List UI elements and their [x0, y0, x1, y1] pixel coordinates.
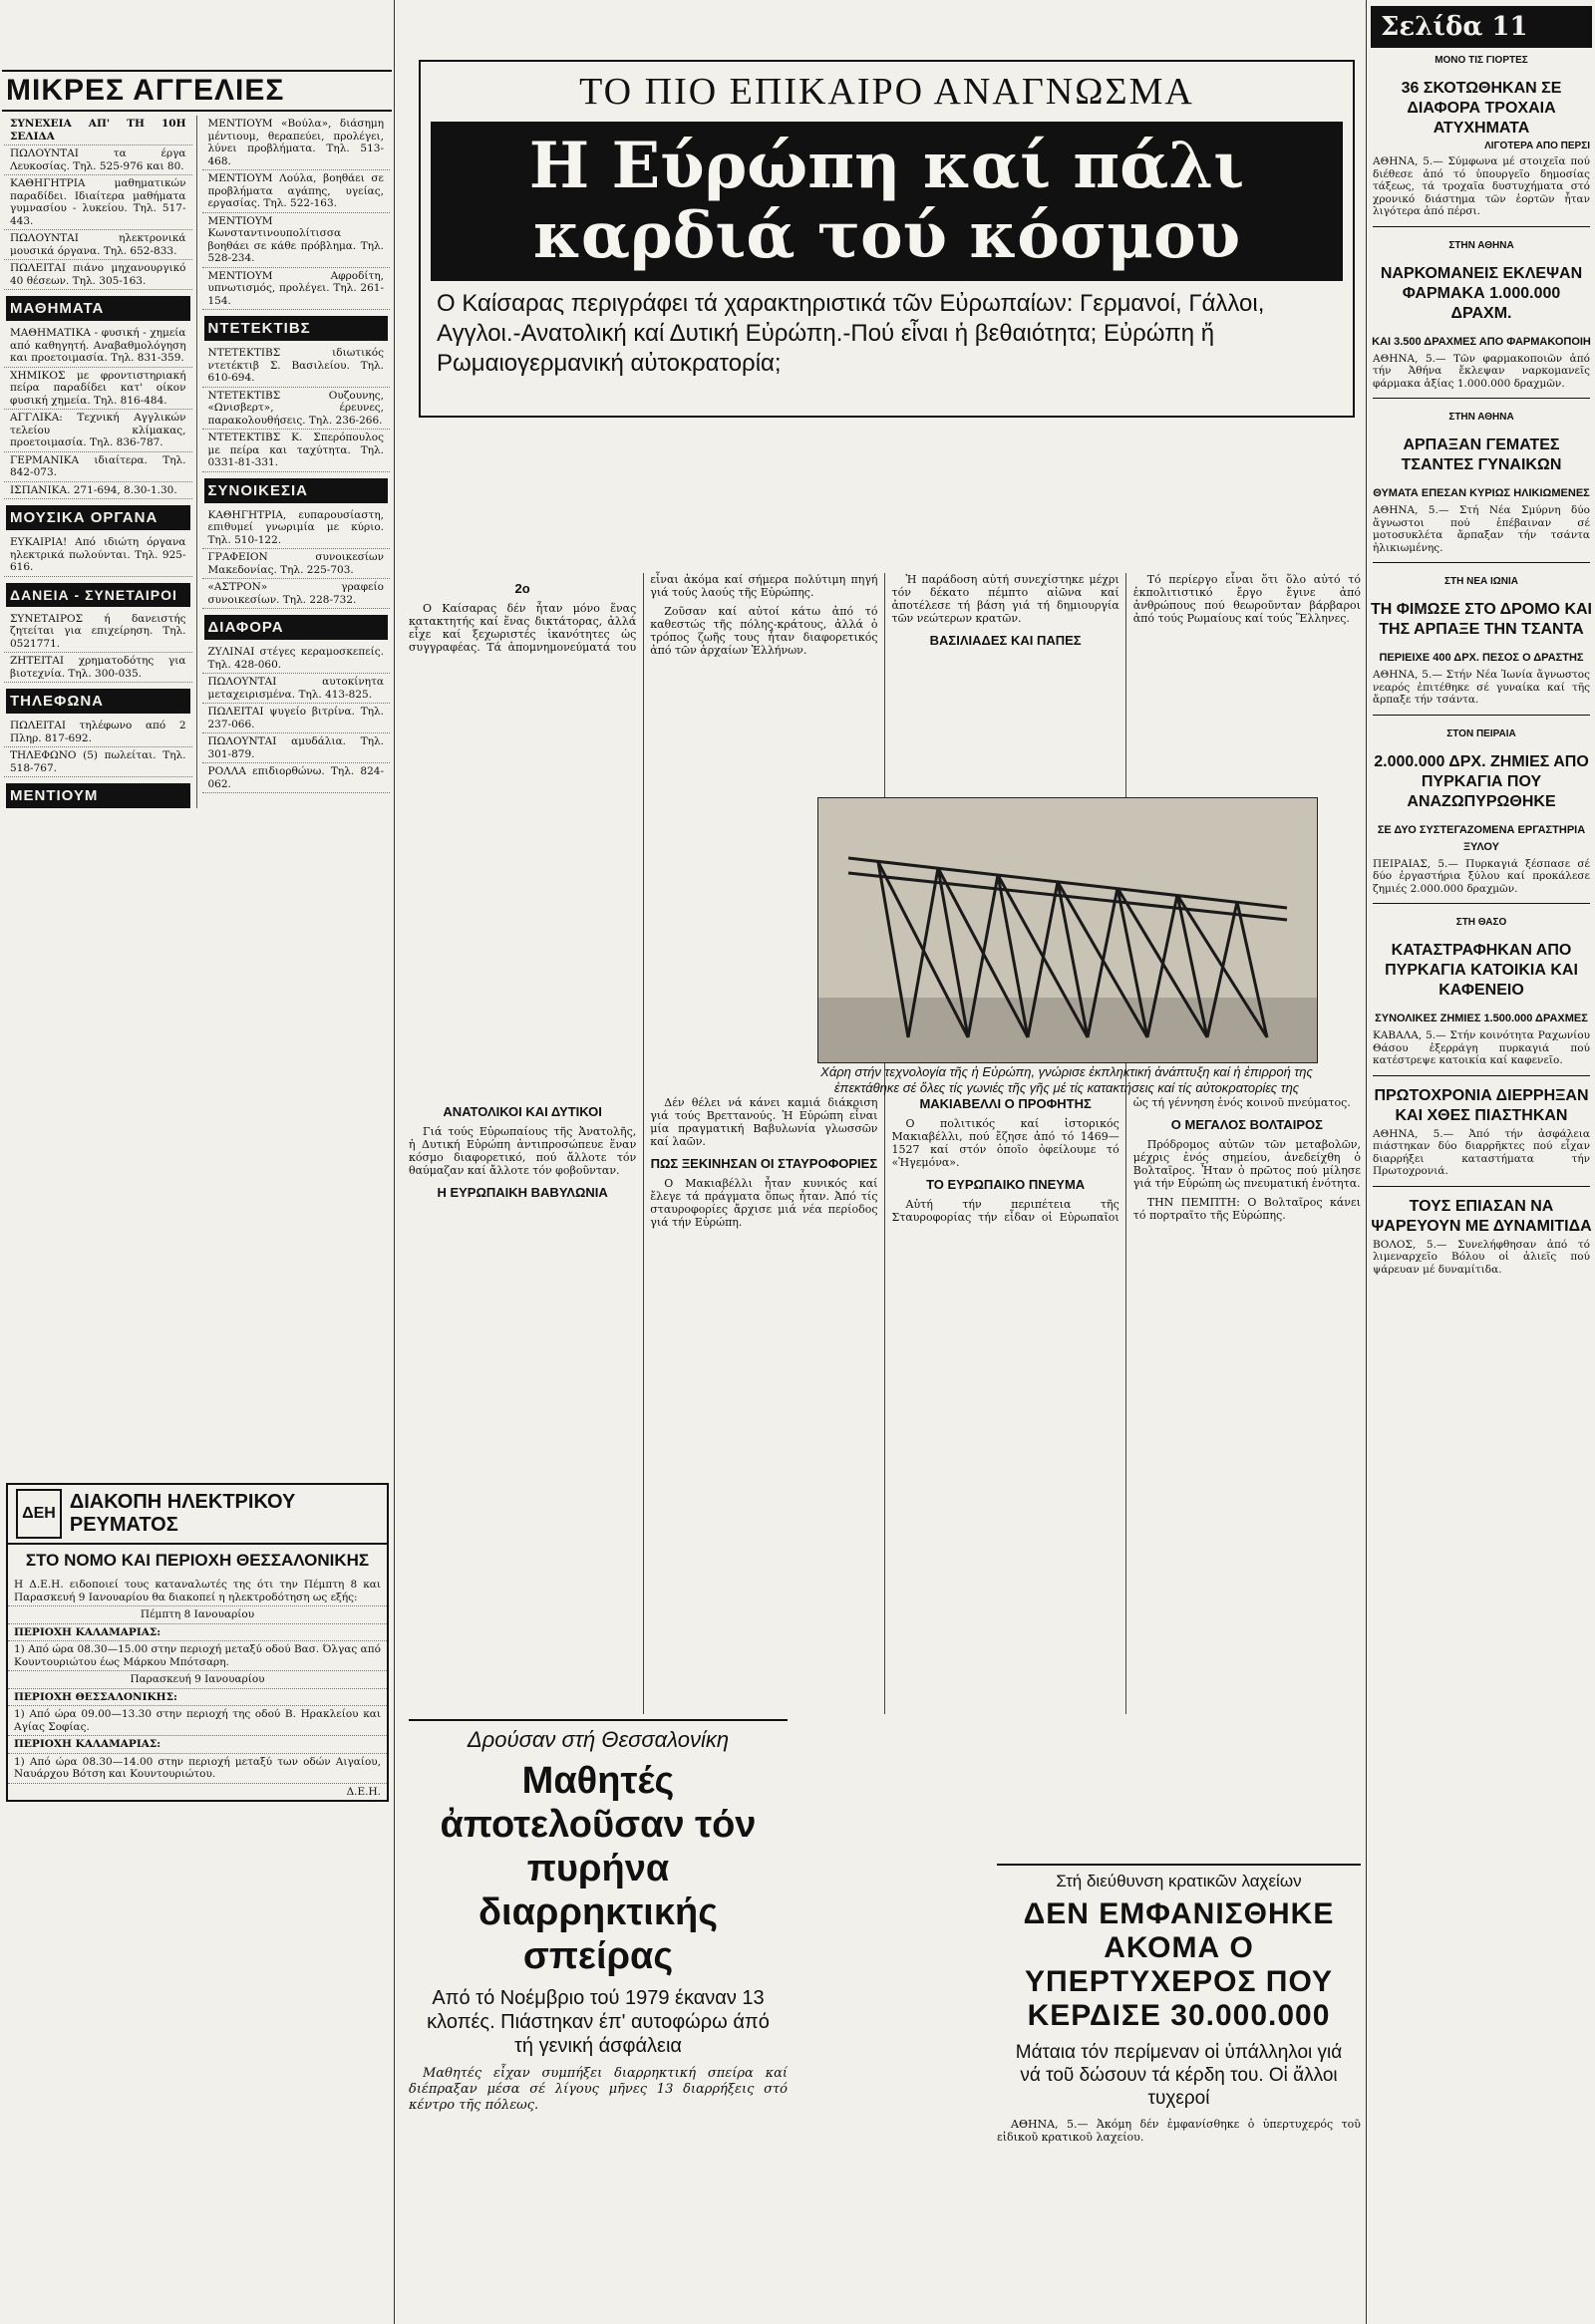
divider [1373, 1075, 1590, 1076]
news-location: ΣΤΟΝ ΠΕΙΡΑΙΑ [1446, 727, 1516, 739]
headline-line-2: καρδιά τού κόσμου [532, 198, 1241, 273]
ad-item: ΝΤΕΤΕΚΤΙΒΣ Ουζουνης, «Ωνισβερτ», έρευνες, παρακολουθήσεις. Τηλ. 236-266. [202, 388, 391, 431]
students-kicker: Δρούσαν στή Θεσσαλονίκη [467, 1727, 730, 1752]
divider [1373, 1186, 1590, 1187]
ad-item: ΡΟΛΛΑ επιδιορθώνω. Τηλ. 824-062. [202, 763, 391, 793]
students-story [409, 1719, 788, 2309]
news-text: ΒΟΛΟΣ, 5.— Συνελήφθησαν ἀπό τό λιμεναρχεῖο Βόλου οἱ ἁλιεῖς πού ψάρευαν μέ δυναμίτιδα. [1373, 1238, 1590, 1276]
news-headline: 36 ΣΚΟΤΩΘΗΚΑΝ ΣΕ ΔΙΑΦΟΡΑ ΤΡΟΧΑΙΑ ΑΤΥΧΗΜΑΤΑ [1401, 80, 1562, 137]
section-medium: ΜΕΝΤΙΟΥΜ [6, 783, 190, 808]
power-intro: Η Δ.Ε.Η. ειδοποιεί τους καταναλωτές της ότι την Πέμπτη 8 και Παρασκευή 9 Ιανουαρίου θα διακοπεί η ηλεκτροδότηση ως εξής: [8, 1577, 387, 1606]
ad-item: ΜΕΝΤΙΟΥΜ Κωνσταντινουπολίτισσα βοηθάει σε κάθε πρόβλημα. Τηλ. 528-234. [202, 213, 391, 268]
bridge-structure-image [818, 798, 1317, 1062]
ad-item: ΠΩΛΟΥΝΤΑΙ αυτοκίνητα μεταχειρισμένα. Τηλ. 413-825. [202, 674, 391, 704]
power-outage-notice [6, 1483, 389, 1802]
ad-item: ΠΩΛΟΥΝΤΑΙ τα έργα Λευκοσίας. Τηλ. 525-976 και 80. [4, 145, 192, 175]
ad-item: ΕΥΚΑΙΡΙΑ! Από ιδιώτη όργανα ηλεκτρικά πωλούνται. Τηλ. 925-616. [4, 534, 192, 577]
news-text: ΑΘΗΝΑ, 5.— Στή Νέα Σμύρνη δύο ἄγνωστοι πού ἐπέβαιναν σέ μοτοσυκλέτα ἄρπαξαν τήν τσάντα ἡλικιωμένης. [1373, 504, 1590, 554]
body-paragraph: Τό περίεργο εἶναι ὅτι ὅλο αὐτό τό ἐκπολιτιστικό ἔργο ἔγινε ἀπό ἀνθρώπους πού θεωροῦνταν βάρβαροι ἀπό τούς Ρωμαίους καί τούς Ἕλληνες. [1132, 573, 1361, 625]
body-paragraph: Πρόδρομος αὐτῶν τῶν μεταβολῶν, μέχρις ἑνός σημείου, ἀνεδείχθη ὁ Βολταῖρος. Ἦταν ὁ πρῶτος πού μίλησε γιά τήν Εὐρώπη ὡς πνευματική ἑνότητα. [1132, 1138, 1361, 1190]
news-text: ΠΕΙΡΑΙΑΣ, 5.— Πυρκαγιά ξέσπασε σέ δύο ἐργαστήρια ξύλου καί προκάλεσε ζημιές 2.000.000 δραχμῶν. [1373, 857, 1590, 895]
students-headline: Μαθητές ἀποτελοῦσαν τόν πυρήνα διαρρηκτικής σπείρας [440, 1760, 757, 1977]
headline-line-1: Η Εύρώπη καί πάλι [528, 129, 1245, 203]
deh-logo: ΔΕΗ [16, 1489, 62, 1539]
body-paragraph: Αὐτή τήν περιπέτεια τῆς Σταυροφορίας τήν εἶδαν οἱ Εὐρωπαῖοι ὡς τή γέννηση ἑνός κοινοῦ πνεύματος. [891, 1096, 1351, 1224]
news-location: ΣΤΗ ΝΕΑ ΙΩΝΙΑ [1443, 576, 1519, 587]
subheading-east-west: ΑΝΑΤΟΛΙΚΟΙ ΚΑΙ ΔΥΤΙΚΟΙ [443, 1104, 602, 1119]
part-number: 2ο [514, 581, 530, 596]
ad-item: ΣΥΝΕΤΑΙΡΟΣ ή δανειστής ζητείται για επιχείρηση. Τηλ. 0521771. [4, 611, 192, 654]
section-phones: ΤΗΛΕΦΩΝΑ [6, 689, 190, 714]
power-sign: Δ.Ε.Η. [346, 1785, 381, 1798]
divider [1373, 903, 1590, 904]
news-column [1366, 0, 1595, 2324]
power-day-2: Παρασκευή 9 Ιανουαρίου [8, 1671, 387, 1689]
ad-item: ΙΣΠΑΝΙΚΑ. 271-694, 8.30-1.30. [4, 482, 192, 500]
ad-item: ΖΗΤΕΙΤΑΙ χρηματοδότης για βιοτεχνία. Τηλ. 300-035. [4, 653, 192, 683]
news-location: ΣΤΗΝ ΑΘΗΝΑ [1448, 239, 1514, 251]
photo-caption: Χάρη στήν τεχνολογία τῆς ἡ Εὐρώπη, γνώρισε ἐκπληκτική ἀνάπτυξη καί ἡ ἐπιρροή της ἐπεκτάθηκε σέ ὅλες τίς γωνιές τῆς γῆς μέ τίς κατακτήσεις καί τίς αὐτοκρατορίες της [820, 1064, 1313, 1095]
lottery-kicker: Στή διεύθυνση κρατικῶν λαχείων [1056, 1872, 1302, 1890]
power-outage-title: ΔΙΑΚΟΠΗ ΗΛΕΚΤΡΙΚΟΥ ΡΕΥΜΑΤΟΣ [69, 1491, 296, 1536]
ad-item: ΤΗΛΕΦΩΝΟ (5) πωλείται. Τηλ. 518-767. [4, 747, 192, 777]
news-location: ΣΤΗ ΘΑΣΟ [1455, 917, 1507, 928]
news-text: ΑΘΗΝΑ, 5.— Τῶν φαρμακοποιῶν ἀπό τήν Ἀθήνα ἔκλεψαν ναρκομανεῖς φάρμακα ἀξίας 1.000.000 δραχμῶν. [1373, 352, 1590, 390]
holiday-label: ΜΟΝΟ ΤΙΣ ΓΙΟΡΤΕΣ [1435, 55, 1528, 66]
news-headline: ΠΡΩΤΟΧΡΟΝΙΑ ΔΙΕΡΡΗΞΑΝ ΚΑΙ ΧΘΕΣ ΠΙΑΣΤΗΚΑΝ [1374, 1086, 1589, 1124]
subheading-kings: ΒΑΣΙΛΙΑΔΕΣ ΚΑΙ ΠΑΠΕΣ [929, 633, 1082, 648]
section-misc: ΔΙΑΦΟΡΑ [204, 615, 389, 640]
feature-headline [431, 122, 1343, 281]
subheading-macchiavelli: ΜΑΚΙΑΒΕΛΛΙ Ο ΠΡΟΦΗΤΗΣ [919, 1096, 1092, 1111]
news-headline: 2.000.000 ΔΡΧ. ΖΗΜΙΕΣ ΑΠΟ ΠΥΡΚΑΓΙΑ ΠΟΥ ΑΝΑΖΩΠΥΡΩΘΗΚΕ [1374, 752, 1589, 810]
news-subheadline: ΚΑΙ 3.500 ΔΡΑΧΜΕΣ ΑΠΟ ΦΑΡΜΑΚΟΠΟΙΗ [1372, 335, 1591, 348]
students-text: Μαθητές εἶχαν συμπήξει διαρρηκτική σπείρα καί διέπραξαν μέσα σέ λίγους μῆνες 13 διαρρήξεις στό κέντρο τῆς πόλεως. [409, 2066, 788, 2113]
divider [1373, 398, 1590, 399]
news-headline: ΤΗ ΦΙΜΩΣΕ ΣΤΟ ΔΡΟΜΟ ΚΑΙ ΤΗΣ ΑΡΠΑΞΕ ΤΗΝ ΤΣΑΝΤΑ [1371, 601, 1592, 638]
classifieds-ads [0, 116, 394, 808]
ad-item: ΖΥΛΙΝΑΙ στέγες κεραμοσκεπείς. Τηλ. 428-060. [202, 644, 391, 674]
divider [1373, 226, 1590, 227]
news-subheadline: ΘΥΜΑΤΑ ΕΠΕΣΑΝ ΚΥΡΙΩΣ ΗΛΙΚΙΩΜΕΝΕΣ [1373, 487, 1590, 499]
lottery-text: ΑΘΗΝΑ, 5.— Ἀκόμη δέν ἐμφανίσθηκε ὁ ὑπερτυχερός τοῦ εἰδικοῦ κρατικοῦ λαχείου. [997, 2118, 1361, 2144]
power-text-1: 1) Από ώρα 08.30—15.00 στην περιοχή μεταξύ οδού Βασ. Όλγας από Κουντουριώτου έως Μάρκου Μπότσαρη. [8, 1641, 387, 1671]
bridge-photo [817, 797, 1318, 1063]
classifieds-title: ΜΙΚΡΕΣ ΑΓΓΕΛΙΕΣ [2, 70, 392, 112]
ad-item: ΠΩΛΕΙΤΑΙ ψυγείο βιτρίνα. Τηλ. 237-066. [202, 704, 391, 733]
power-outage-header [8, 1485, 387, 1545]
body-paragraph: Ο πολιτικός καί ἱστορικός Μακιαβέλλι, πού ἔζησε ἀπό τό 1469—1527 καί στόν ὁποῖο ὀφείλουμε τό «Ἡγεμόνα». [891, 1117, 1119, 1169]
power-text-2: 1) Από ώρα 09.00—13.30 στην περιοχή της οδού Β. Ηρακλείου και Αγίας Σοφίας. [8, 1706, 387, 1736]
news-text: ΑΘΗΝΑ, 5.— Στήν Νέα Ἰωνία ἄγνωστος νεαρός ἐπιτέθηκε σέ γυναίκα καί τῆς ἄρπαξε τήν τσάντα. [1373, 669, 1590, 706]
ad-item: ΧΗΜΙΚΟΣ με φροντιστηριακή πείρα παραδίδει κατ' οίκον φυσική χημεία. Τηλ. 816-484. [4, 368, 192, 411]
lottery-story [997, 1864, 1361, 2309]
feature-kicker: ΤΟ ΠΙΟ ΕΠΙΚΑΙΡΟ ΑΝΑΓΝΩΣΜΑ [579, 71, 1194, 113]
news-subheadline: ΣΕ ΔΥΟ ΣΥΣΤΕΓΑΖΟΜΕΝΑ ΕΡΓΑΣΤΗΡΙΑ ΞΥΛΟΥ [1377, 823, 1586, 853]
section-detective: ΝΤΕΤΕΚΤΙΒΣ [204, 316, 389, 341]
page-number: Σελίδα 11 [1371, 6, 1592, 48]
section-loans: ΔΑΝΕΙΑ - ΣΥΝΕΤΑΙΡΟΙ [6, 583, 190, 607]
news-subheadline: ΣΥΝΟΛΙΚΕΣ ΖΗΜΙΕΣ 1.500.000 ΔΡΑΧΜΕΣ [1375, 1013, 1588, 1024]
ad-item: ΑΓΓΛΙΚΑ: Τεχνική Αγγλικών τελείου κλίμακας, προετοιμασία. Τηλ. 836-787. [4, 410, 192, 452]
news-text: ΑΘΗΝΑ, 5.— Σύμφωνα μέ στοιχεῖα πού διέθεσε ἀπό τό ὑπουργεῖο δημοσίας τάξεως, τά τροχαῖα δυστυχήματα στό χρονικό διάστημα τῶν ἑορτῶν ἦταν λιγότερα ἀπό πέρσι. [1373, 155, 1590, 217]
ad-item: ΜΕΝΤΙΟΥΜ «Βούλα», διάσημη μέντιουμ, θεραπεύει, προλέγει, λύνει προβλήματα. Τηλ. 513-468. [202, 116, 391, 170]
ad-item: ΜΑΘΗΜΑΤΙΚΑ - φυσική - χημεία από καθηγητή. Αναβαθμολόγηση και προετοιμασία. Τηλ. 831-359. [4, 325, 192, 368]
body-paragraph: Γιά τούς Εὐρωπαίους τῆς Ἀνατολῆς, ἡ Δυτική Εὐρώπη ἀντιπροσώπευε ἕναν κόσμο διαφορετικό, πού ἄλλοτε τόν θαύμαζαν καί ἄλλοτε τόν φοβοῦνταν. [409, 1125, 637, 1177]
news-location: ΣΤΗΝ ΑΘΗΝΑ [1448, 412, 1514, 423]
ad-item: ΓΕΡΜΑΝΙΚΑ ιδιαίτερα. Τηλ. 842-073. [4, 452, 192, 482]
ad-item: ΠΩΛΕΙΤΑΙ πιάνο μηχανουργικό 40 θέσεων. Τηλ. 305-163. [4, 260, 192, 290]
subheading-european-spirit: ΤΟ ΕΥΡΩΠΑΙΚΟ ΠΝΕΥΜΑ [926, 1177, 1086, 1192]
news-text: ΚΑΒΑΛΑ, 5.— Στήν κοινότητα Ραχωνίου Θάσου ἐξερράγη πυρκαγιά πού κατέστρεψε κατοικία καί καφενεῖο. [1373, 1029, 1590, 1066]
power-text-3: 1) Από ώρα 08.30—14.00 στην περιοχή μεταξύ των οδών Αιγαίου, Ναυάρχου Βότση και Κουντουριώτου. [8, 1754, 387, 1784]
feature-continued [409, 1096, 1361, 1714]
section-music: ΜΟΥΣΙΚΑ ΟΡΓΑΝΑ [6, 505, 190, 530]
body-paragraph: Ζοῦσαν καί αὐτοί κάτω ἀπό τό καθεστώς τῆς πόλης-κράτους, ἀλλά ὁ τρόπος ζωῆς τους ἦταν διαφορετικός ἀπό τῶν ἀρχαίων Ἑλλήνων. [650, 605, 878, 657]
ad-item: ΚΑΘΗΓΗΤΡΙΑ, ευπαρουσίαστη, επιθυμεί γνωριμία με κύριο. Τηλ. 510-122. [202, 507, 391, 550]
news-headline: ΤΟΥΣ ΕΠΙΑΣΑΝ ΝΑ ΨΑΡΕΥΟΥΝ ΜΕ ΔΥΝΑΜΙΤΙΔΑ [1371, 1197, 1592, 1235]
ad-item: ΝΤΕΤΕΚΤΙΒΣ Κ. Σπερόπουλος με πείρα και ταχύτητα. Τηλ. 0331-81-331. [202, 430, 391, 472]
ad-item: «ΑΣΤΡΟΝ» γραφείο συνοικεσίων. Τηλ. 228-732. [202, 579, 391, 609]
feature-subhead: Ο Καίσαρας περιγράφει τά χαρακτηριστικά τῶν Εὐρωπαίων: Γερμανοί, Γάλλοι, Αγγλοι.-Ανατολική καί Δυτική Εὐρώπη.-Πού εἶναι ἡ βεθαιότητα; Εὐρώπη ἤ Ρωμαιογερμανική αὐτοκρατορία; [437, 290, 1265, 377]
subheading-babylon: Η ΕΥΡΩΠΑΙΚΗ ΒΑΒΥΛΩΝΙΑ [437, 1185, 608, 1200]
divider [1373, 562, 1590, 563]
body-paragraph: ΤΗΝ ΠΕΜΠΤΗ: Ο Βολταῖρος κάνει τό πορτραῖτο τῆς Εὐρώπης. [1132, 1196, 1361, 1222]
ad-item: ΠΩΛΟΥΝΤΑΙ ηλεκτρονικά μουσικά όργανα. Τηλ. 652-833. [4, 230, 192, 260]
news-subheadline: ΠΕΡΙΕΙΧΕ 400 ΔΡΧ. ΠΕΣΟΣ Ο ΔΡΑΣΤΗΣ [1379, 652, 1584, 664]
body-paragraph: Ο Μακιαβέλλι ἦταν κυνικός καί ἔλεγε τά πράγματα ὅπως ἦταν. Ἀπό τίς σταυροφορίες ἄρχισε μιά νέα περίοδος γιά τήν Εὐρώπη. [650, 1177, 878, 1229]
ad-item: ΠΩΛΟΥΝΤΑΙ αμυδάλια. Τηλ. 301-879. [202, 733, 391, 763]
subheading-voltaire: Ο ΜΕΓΑΛΟΣ ΒΟΛΤΑΙΡΟΣ [1170, 1117, 1323, 1132]
power-day-1: Πέμπτη 8 Ιανουαρίου [8, 1606, 387, 1624]
section-lessons: ΜΑΘΗΜΑΤΑ [6, 296, 190, 321]
power-outage-subtitle: ΣΤΟ ΝΟΜΟ ΚΑΙ ΠΕΡΙΟΧΗ ΘΕΣΣΑΛΟΝΙΚΗΣ [25, 1551, 370, 1570]
body-paragraph: Ο Καίσαρας δέν ἦταν μόνο ἕνας κατακτητής καί ἕνας δικτάτορας, ἀλλά εἶχε καί ξεχωριστές ἱκανότητες ὡς συγγραφέας. Τά ἀπομνημονεύματά του εἶναι ἀκόμα καί σήμερα πολύτιμη πηγή γιά τούς λαούς τῆς Εὐρώπης. [409, 573, 878, 654]
section-partnership: ΣΥΝΟΙΚΕΣΙΑ [204, 478, 389, 503]
lottery-lead: Μάταια τόν περίμεναν οἱ ὑπάλληλοι γιά νά τοῦ δώσουν τά κέρδη του. Οἱ ἄλλοι τυχεροί [1015, 2042, 1343, 2109]
ad-item: ΠΩΛΕΙΤΑΙ τηλέφωνο από 2 Πληρ. 817-692. [4, 718, 192, 747]
ad-item: ΜΕΝΤΙΟΥΜ Αφροδίτη, υπνωτισμός, προλέγει. Τηλ. 261-154. [202, 268, 391, 311]
classifieds-column [0, 0, 395, 2324]
news-subheadline: ΛΙΓΟΤΕΡΑ ΑΠΟ ΠΕΡΣΙ [1484, 141, 1590, 151]
feature-title-box [419, 60, 1355, 418]
ad-item: ΓΡΑΦΕΙΟΝ συνοικεσίων Μακεδονίας. Τηλ. 225-703. [202, 549, 391, 579]
ad-item: ΚΑΘΗΓΗΤΡΙΑ μαθηματικών παραδίδει. Ιδιαίτερα μαθήματα γυμνασίου - λυκείου. Τηλ. 517-443. [4, 175, 192, 230]
news-text: ΑΘΗΝΑ, 5.— Ἀπό τήν ἀσφάλεια πιάστηκαν δύο διαρρῆκτες πού εἶχαν διαρρήξει καταστήματα τήν Πρωτοχρονιά. [1373, 1127, 1590, 1177]
news-headline: ΑΡΠΑΞΑΝ ΓΕΜΑΤΕΣ ΤΣΑΝΤΕΣ ΓΥΝΑΙΚΩΝ [1401, 436, 1562, 473]
news-headline: ΚΑΤΑΣΤΡΑΦΗΚΑΝ ΑΠΟ ΠΥΡΚΑΓΙΑ ΚΑΤΟΙΚΙΑ ΚΑΙ ΚΑΦΕΝΕΙΟ [1385, 942, 1578, 999]
power-area-1: ΠΕΡΙΟΧΗ ΚΑΛΑΜΑΡΙΑΣ: [8, 1624, 387, 1642]
divider [1373, 715, 1590, 716]
body-paragraph: Δέν θέλει νά κάνει καμιά διάκριση γιά τούς Βρεττανούς. Ἡ Εὐρώπη εἶναι μία πραγματική Βαβυλωνία γλωσσῶν καί λαῶν. [650, 1096, 878, 1148]
ad-item: ΜΕΝΤΙΟΥΜ Λούλα, βοηθάει σε προβλήματα αγάπης, υγείας, εργασίας. Τηλ. 522-163. [202, 170, 391, 213]
ad-item: ΝΤΕΤΕΚΤΙΒΣ ιδιωτικός ντετέκτιβ Σ. Βασιλείου. Τηλ. 610-694. [202, 345, 391, 388]
subheading-crusades: ΠΩΣ ΞΕΚΙΝΗΣΑΝ ΟΙ ΣΤΑΥΡΟΦΟΡΙΕΣ [650, 1156, 878, 1171]
power-area-3: ΠΕΡΙΟΧΗ ΚΑΛΑΜΑΡΙΑΣ: [8, 1736, 387, 1754]
lottery-headline: ΔΕΝ ΕΜΦΑΝΙΣΘΗΚΕ ΑΚΟΜΑ Ο ΥΠΕΡΤΥΧΕΡΟΣ ΠΟΥ ΚΕΡΔΙΣΕ 30.000.000 [1023, 1897, 1335, 2032]
students-lead: Από τό Νοέμβριο τού 1979 έκαναν 13 κλοπές. Πιάστηκαν έπ' αυτοφώρω άπό τή γενική άσφάλεια [427, 1987, 770, 2057]
news-headline: ΝΑΡΚΟΜΑΝΕΙΣ ΕΚΛΕΨΑΝ ΦΑΡΜΑΚΑ 1.000.000 ΔΡΑΧΜ. [1380, 264, 1583, 322]
ad-continued: ΣΥΝΕΧΕΙΑ ΑΠ' ΤΗ 10Η ΣΕΛΙΔΑ [4, 116, 192, 145]
body-paragraph: Ἡ παράδοση αὐτή συνεχίστηκε μέχρι τόν δέκατο πέμπτο αἰῶνα καί ἀποτέλεσε τή βάση γιά τή δημιουργία τῶν νεώτερων κρατῶν. [891, 573, 1119, 625]
power-area-2: ΠΕΡΙΟΧΗ ΘΕΣΣΑΛΟΝΙΚΗΣ: [8, 1689, 387, 1707]
